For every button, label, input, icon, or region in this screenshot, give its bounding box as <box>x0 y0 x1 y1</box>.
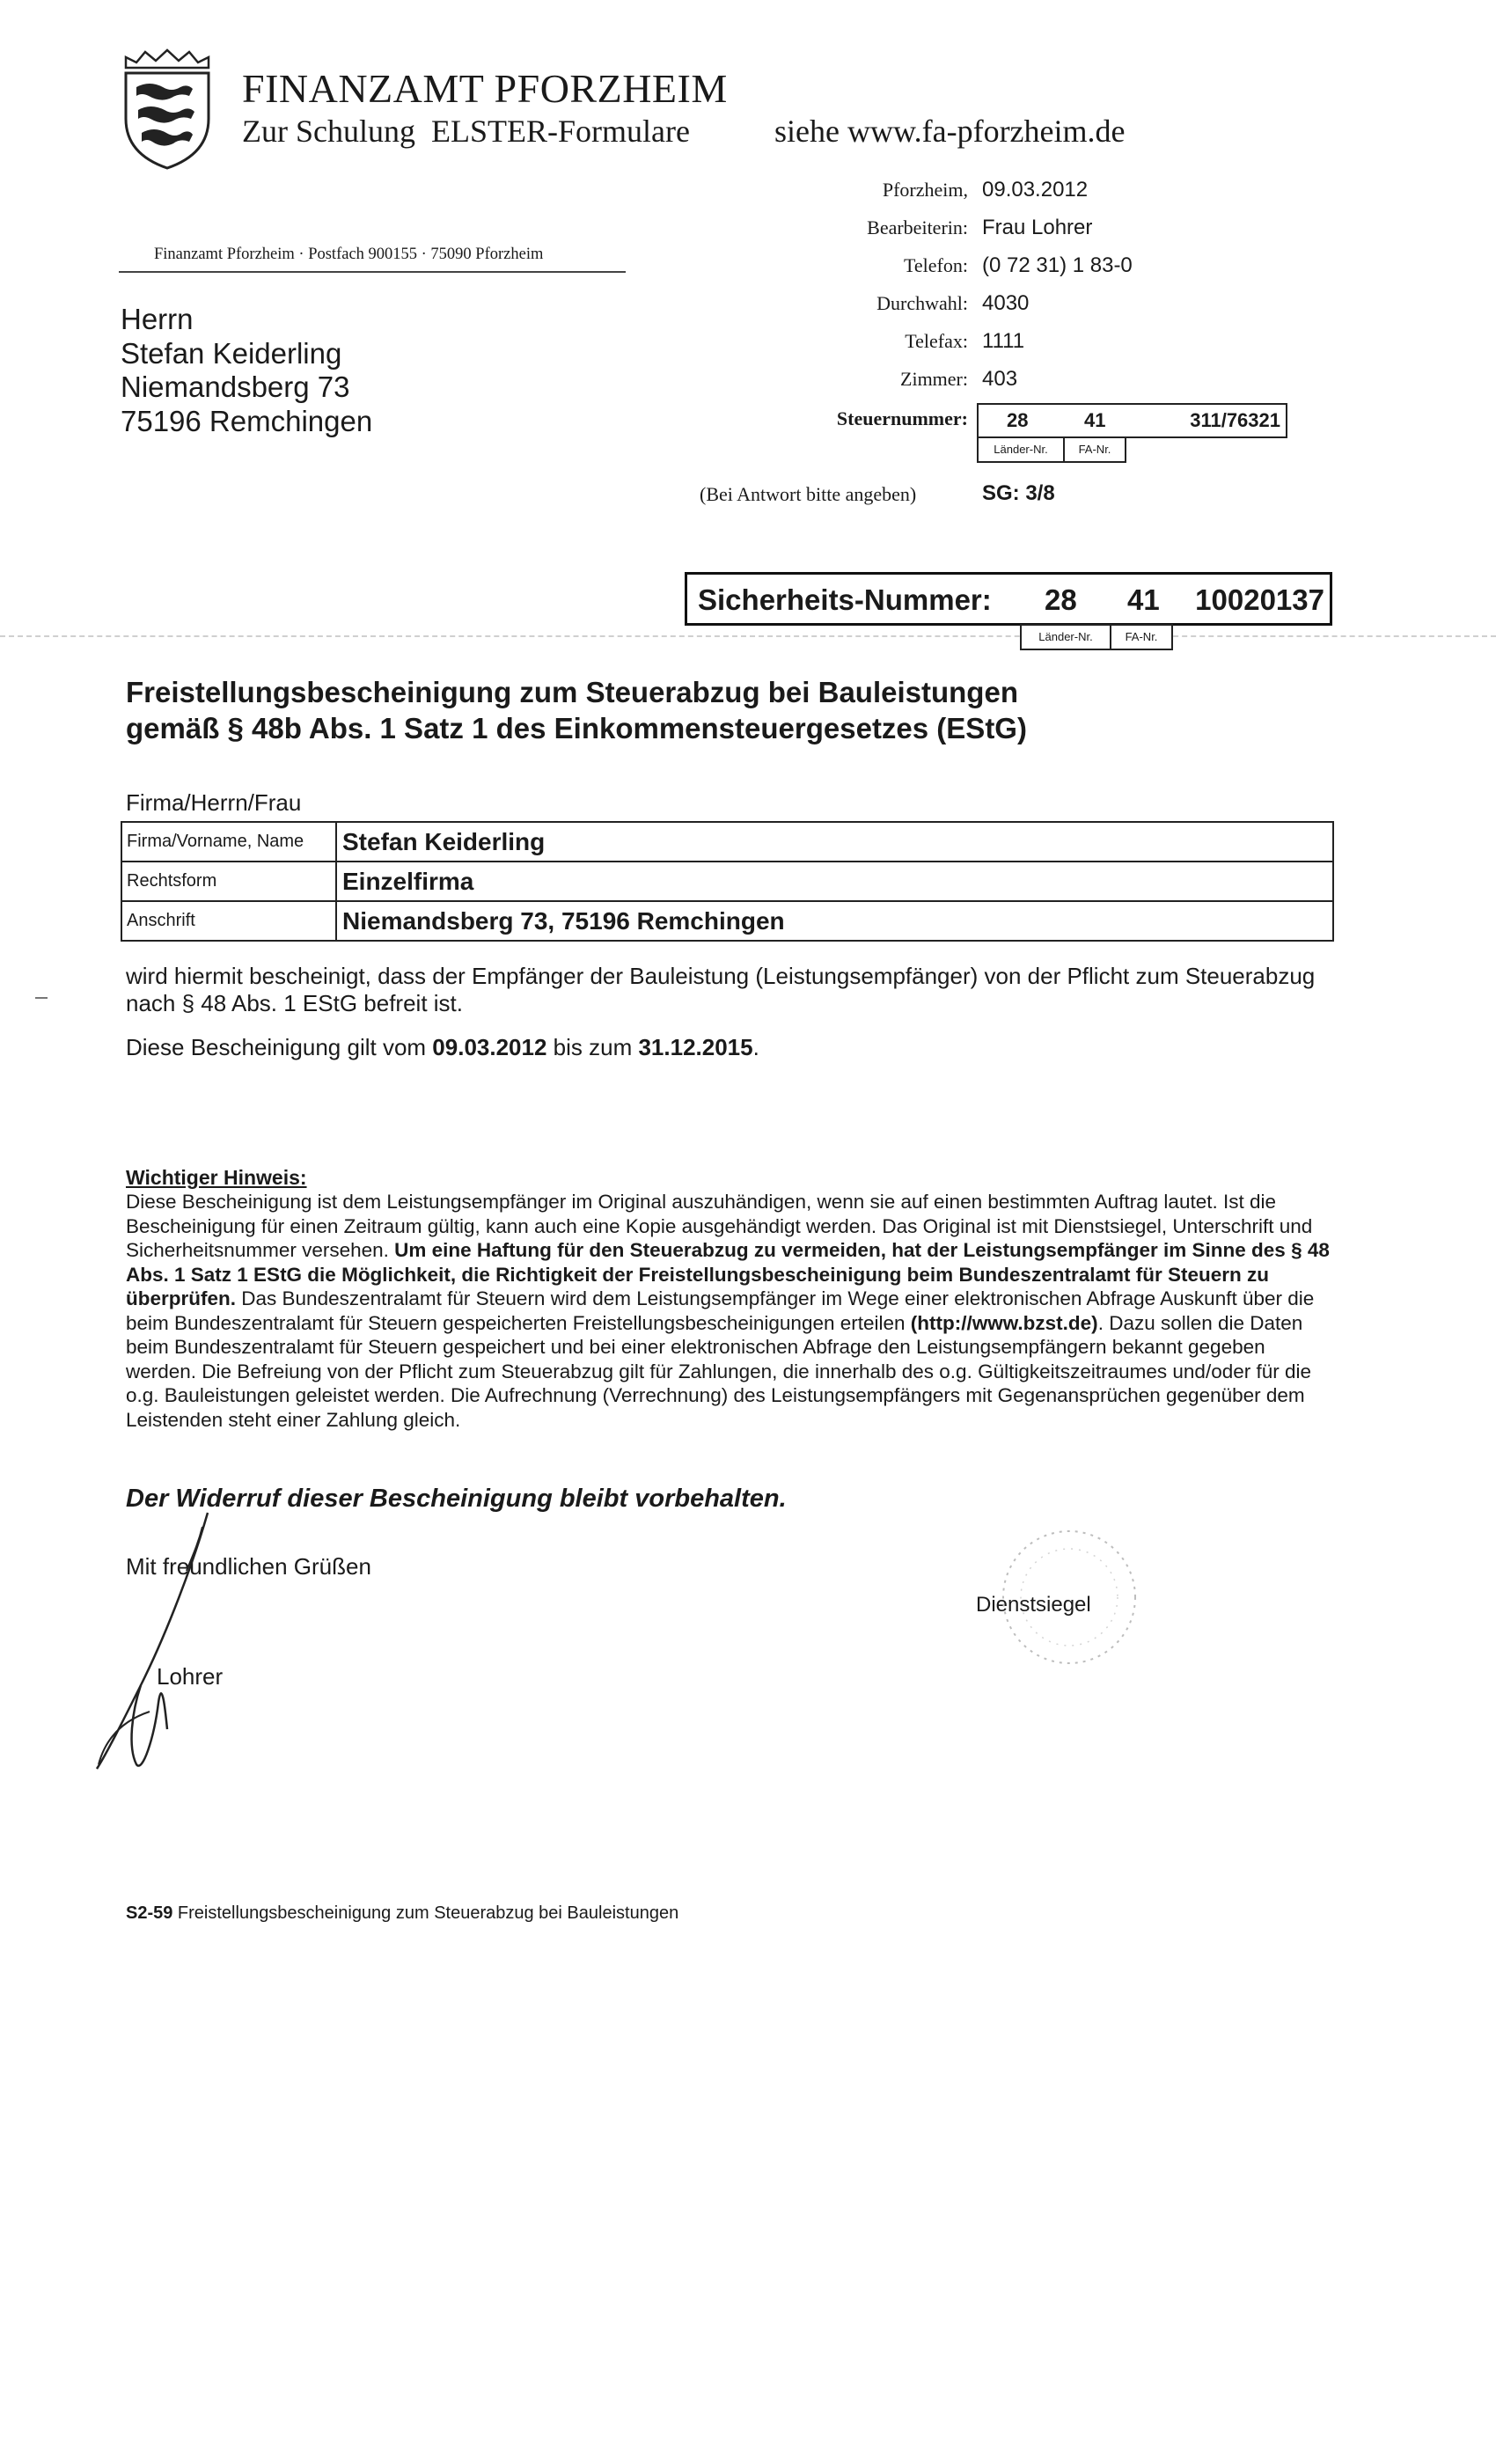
form-code: S2-59 <box>126 1903 173 1923</box>
recipient-address <box>121 303 372 438</box>
tax-state-number: 28 <box>1007 409 1029 431</box>
tax-number-box <box>977 403 1287 438</box>
letter-date: 09.03.2012 <box>982 178 1089 202</box>
office-name: FINANZAMT PFORZHEIM <box>242 66 728 111</box>
security-office-no-caption: FA-Nr. <box>1110 624 1173 650</box>
sg-reference: SG: 3/8 <box>982 481 1055 505</box>
tax-number-label: Steuernummer: <box>836 407 968 429</box>
signature-icon <box>88 1509 273 1773</box>
security-office-number: 41 <box>1127 583 1160 616</box>
document-title <box>126 674 1027 746</box>
validity-to: 31.12.2015 <box>638 1034 753 1060</box>
legal-form-value: Einzelfirma <box>336 862 1333 901</box>
table-row <box>121 862 1333 901</box>
scan-divider <box>0 635 1496 637</box>
notice-text <box>126 1190 1336 1432</box>
notice-part3: . Dazu sollen die Daten beim Bundeszentralamt für Steuern gespeichert und bei einer elektronischen Abfrage den Leistungsempfängern bekannt gegeben werden. Die Befreiung von der Pflicht zum Steuerabzug gilt für Zahlungen, die innerhalb des o.g. Gültigkeitszeitraumes und/oder für die o.g. Bauleistungen geleistet werden. Die Aufrechnung (Verrechnung) des Leistungsempfängers mit Gegenansprüchen gegenüber dem Leistenden steht einer Zahlung gleich. <box>126 1311 1312 1431</box>
recipient-city: 75196 Remchingen <box>121 404 373 437</box>
document-title-line1: Freistellungsbescheinigung zum Steuerabzug bei Bauleistungen <box>126 676 1018 708</box>
firm-name-value: Stefan Keiderling <box>342 827 546 855</box>
form-footer <box>126 1903 678 1924</box>
seal-icon <box>968 1509 1162 1668</box>
signer-name: Lohrer <box>157 1663 224 1690</box>
table-row <box>121 822 1333 862</box>
notice-bold: Um eine Haftung für den Steuerabzug zu vermeiden, hat der Leistungsempfänger im Sinne des § 48 Abs. 1 Satz 1 EStG die Möglichkeit, die Richtigkeit der Freistellungsbescheinigung beim Bundeszentralamt für Steuern zu überprüfen. <box>126 1239 1330 1309</box>
security-number-label: Sicherheits-Nummer: <box>698 583 992 616</box>
security-number-value: 10020137 <box>1195 583 1324 616</box>
closing-greeting: Mit freundlichen Grüßen <box>126 1553 371 1580</box>
room-number: 403 <box>982 367 1018 391</box>
sender-divider <box>119 271 626 273</box>
notice-title: Wichtiger Hinweis: <box>126 1166 307 1189</box>
notice-part1: Diese Bescheinigung ist dem Leistungsempfänger im Original auszuhändigen, wenn sie auf einen bestimmten Auftrag lautet. Ist die Bescheinigung für einen Zeitraum gültig, kann auch eine Kopie ausgehändigt werden. Das Original ist mit Dienstsiegel, Unterschrift und Sicherheitsnummer versehen. <box>126 1191 1313 1261</box>
coat-of-arms-icon <box>119 48 216 172</box>
clerk-name: Frau Lohrer <box>982 216 1093 239</box>
validity-from: 09.03.2012 <box>432 1034 547 1060</box>
validity-middle: bis zum <box>546 1034 639 1060</box>
clerk-label: Bearbeiterin: <box>867 216 968 238</box>
punch-mark <box>35 997 48 999</box>
firm-name-label: Firma/Vorname, Name <box>121 822 336 862</box>
seal-label: Dienstsiegel <box>976 1593 1091 1617</box>
fax-number: 1111 <box>982 329 1025 353</box>
exemption-statement: wird hiermit bescheinigt, dass der Empfänger der Bauleistung (Leistungsempfänger) von der Pflicht zum Steuerabzug nach § 48 Abs. 1 EStG befreit ist. <box>126 963 1316 1016</box>
address-label: Anschrift <box>121 901 336 941</box>
notice-link[interactable]: (http://www.bzst.de) <box>910 1311 1098 1334</box>
document-title-line2: gemäß § 48b Abs. 1 Satz 1 des Einkommensteuergesetzes (EStG) <box>126 712 1027 744</box>
recipient-salutation: Herrn <box>121 303 194 335</box>
security-state-number: 28 <box>1045 583 1077 616</box>
notice-part2: Das Bundeszentralamt für Steuern wird dem Leistungsempfänger im Wege einer elektronischen Abfrage Auskunft über die beim Bundeszentralamt für Steuern gespeicherten Freistellungsbescheinigungen erteilen <box>126 1287 1315 1334</box>
date-label: Pforzheim, <box>882 179 968 201</box>
firm-heading: Firma/Herrn/Frau <box>126 789 302 816</box>
validity-suffix: . <box>752 1034 759 1060</box>
room-label: Zimmer: <box>900 368 968 390</box>
firm-table <box>121 821 1334 942</box>
tax-office-number: 41 <box>1084 409 1106 431</box>
office-website: siehe www.fa-pforzheim.de <box>774 114 1126 149</box>
legal-form-label: Rechtsform <box>121 862 336 901</box>
phone-label: Telefon: <box>904 254 968 276</box>
security-state-no-caption: Länder-Nr. <box>1020 624 1111 650</box>
phone-number: (0 72 31) 1 83-0 <box>982 253 1133 277</box>
form-title: Freistellungsbescheinigung zum Steuerabzug bei Bauleistungen <box>172 1903 679 1923</box>
revocation-note: Der Widerruf dieser Bescheinigung bleibt vorbehalten. <box>126 1485 787 1513</box>
tax-state-no-caption: Länder-Nr. <box>977 436 1065 463</box>
validity-period <box>126 1034 759 1061</box>
security-number-box <box>685 572 1332 626</box>
sender-address-line: Finanzamt Pforzheim · Postfach 900155 · 75090 Pforzheim <box>154 246 544 263</box>
reply-note: (Bei Antwort bitte angeben) <box>700 483 917 505</box>
address-value: Niemandsberg 73, 75196 Remchingen <box>336 901 1333 941</box>
table-row <box>121 901 1333 941</box>
tax-number-suffix: 311/76321 <box>1190 409 1280 431</box>
recipient-name: Stefan Keiderling <box>121 336 342 370</box>
extension-number: 4030 <box>982 291 1030 315</box>
validity-prefix: Diese Bescheinigung gilt vom <box>126 1034 433 1060</box>
office-subtitle: Zur Schulung ELSTER-Formulare <box>242 114 690 149</box>
recipient-street: Niemandsberg 73 <box>121 370 350 403</box>
fax-label: Telefax: <box>905 330 968 352</box>
extension-label: Durchwahl: <box>876 292 968 314</box>
tax-office-no-caption: FA-Nr. <box>1063 436 1126 463</box>
